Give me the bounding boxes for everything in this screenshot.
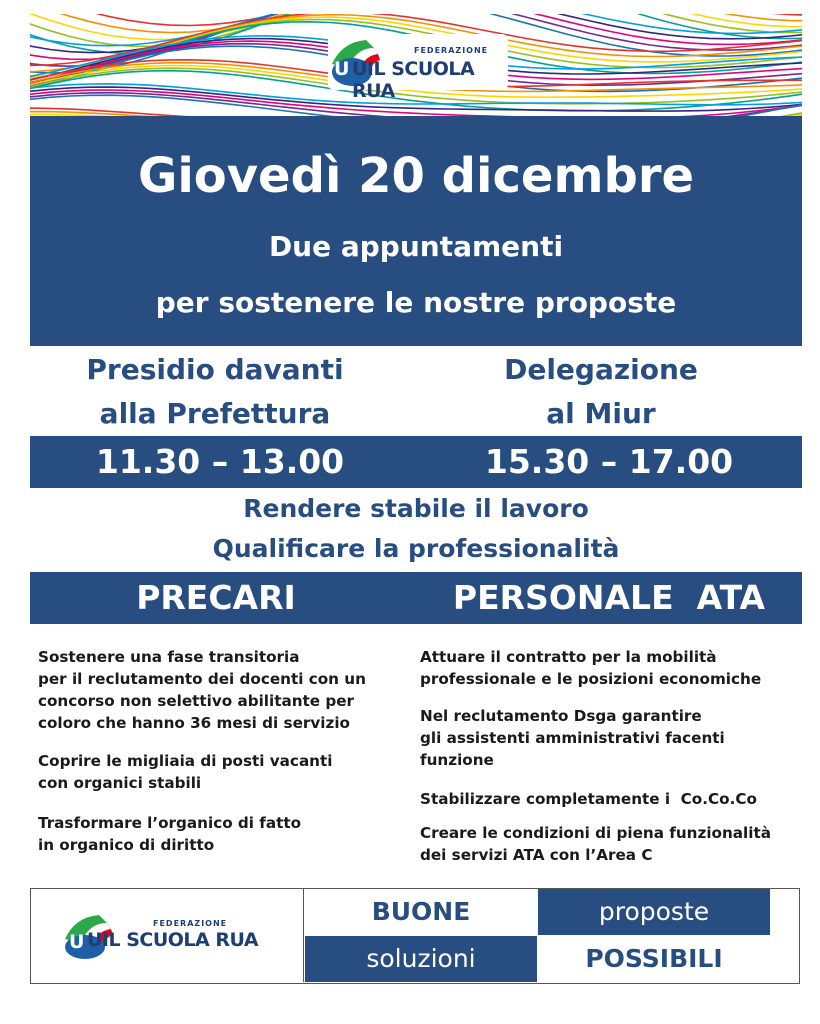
subtitle-line-2: per sostenere le nostre proposte [155, 286, 677, 319]
precari-point-3-line: Trasformare l’organico di fatto [38, 814, 302, 832]
time-bar [30, 436, 802, 488]
footer-logo-federation-text: FEDERAZIONE [153, 919, 228, 928]
footer-logo-name-text: UIL SCUOLA RUA [87, 929, 259, 951]
logo-federation-text: FEDERAZIONE [414, 46, 489, 55]
logo-name-text: UIL SCUOLA RUA [352, 58, 475, 102]
event-1-title-line-1: Presidio davanti [86, 353, 344, 386]
ata-point-4 [420, 822, 800, 866]
slogan-1: Rendere stabile il lavoro [243, 494, 589, 523]
subtitle-line-1: Due appuntamenti [268, 230, 564, 263]
event-2-time: 15.30 – 17.00 [484, 442, 734, 481]
ata-point-2 [420, 705, 800, 771]
precari-point-1-line: Sostenere una fase transitoria [38, 648, 300, 666]
precari-point-2 [38, 750, 398, 794]
slogan-2: Qualificare la professionalità [212, 534, 620, 563]
ata-point-4-line: Creare le condizioni di piena funzionalità [420, 824, 771, 842]
precari-point-2-line: Coprire le migliaia di posti vacanti [38, 752, 333, 770]
ata-point-3-line: Stabilizzare completamente i Co.Co.Co [420, 790, 757, 808]
ata-point-2-line: Nel reclutamento Dsga garantire [420, 707, 702, 725]
category-ata: PERSONALE ATA [452, 578, 766, 617]
precari-point-3-line: in organico di diritto [38, 836, 215, 854]
precari-point-1-line: coloro che hanno 36 mesi di servizio [38, 714, 350, 732]
precari-point-2-line: con organici stabili [38, 774, 202, 792]
ata-point-4-line: dei servizi ATA con l’Area C [420, 846, 653, 864]
category-bar [30, 572, 802, 624]
title-box [30, 116, 802, 346]
footer-logo-area [31, 889, 304, 982]
category-precari: PRECARI [136, 578, 296, 617]
event-1-time: 11.30 – 13.00 [95, 442, 345, 481]
footer-logo-u-letter: U [69, 931, 84, 953]
event-1-title-line-2: alla Prefettura [99, 397, 331, 430]
precari-point-1-line: per il reclutamento dei docenti con un [38, 670, 366, 688]
ata-point-2-line: funzione [420, 751, 494, 769]
footer-cell-proposte: proposte [538, 889, 770, 935]
ata-point-3 [420, 788, 800, 810]
footer-cell-buone: BUONE [305, 889, 537, 935]
uil-logo-top [328, 34, 508, 102]
ata-point-1-line: professionale e le posizioni economiche [420, 670, 762, 688]
precari-point-3 [38, 812, 398, 856]
footer-cell-possibili: POSSIBILI [538, 936, 770, 982]
logo-u-letter: U [334, 58, 349, 80]
footer-cell-soluzioni: soluzioni [305, 936, 537, 982]
ata-point-1 [420, 646, 800, 690]
event-2-title-line-2: al Miur [546, 397, 656, 430]
ata-point-2-line: gli assistenti amministrativi facenti [420, 729, 725, 747]
precari-point-1-line: concorso non selettivo abilitante per [38, 692, 355, 710]
precari-point-1 [38, 646, 398, 734]
footer-box [30, 888, 800, 984]
page-title: Giovedì 20 dicembre [137, 148, 695, 204]
event-2-title-line-1: Delegazione [504, 353, 698, 386]
wave-line [30, 108, 802, 116]
ata-point-1-line: Attuare il contratto per la mobilità [420, 648, 717, 666]
